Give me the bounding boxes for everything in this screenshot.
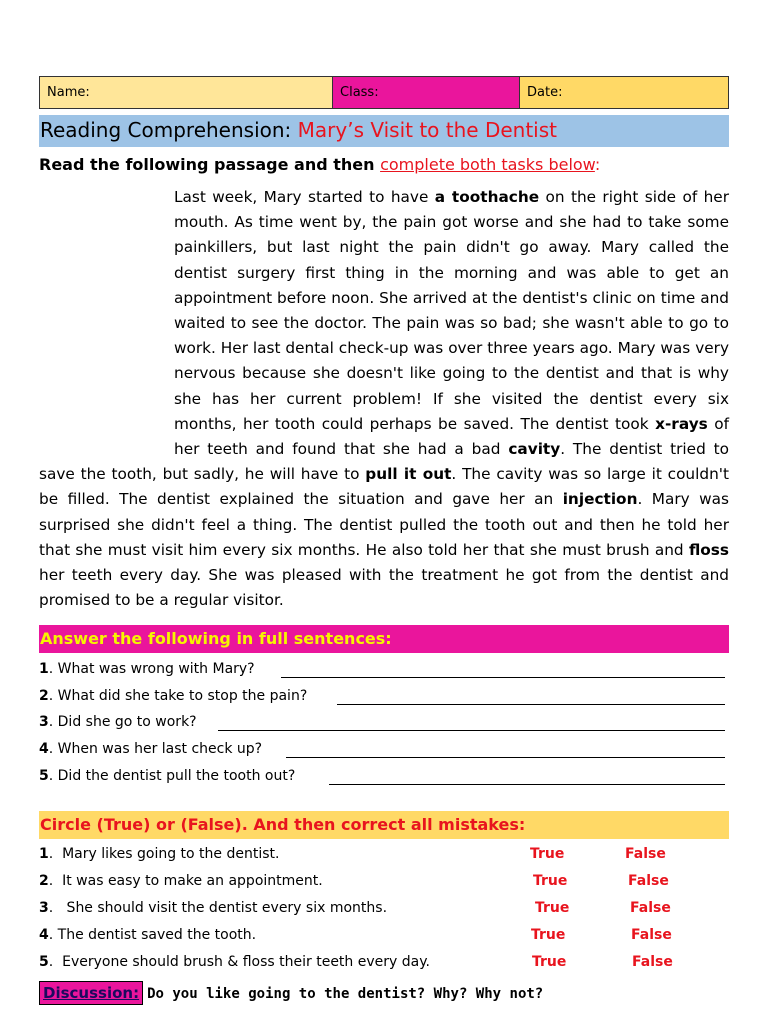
- question-number: 4: [39, 741, 49, 757]
- passage-text: . The cavity was so large it couldn't be filled. The dentist explained the situation and gave her an: [39, 465, 729, 509]
- passage-text: Last week, Mary started to have: [174, 188, 435, 206]
- statement-number: 3: [39, 900, 49, 916]
- instruction-tasks-link: complete both tasks below: [380, 155, 595, 174]
- answer-line[interactable]: [337, 704, 725, 705]
- statement-text: . She should visit the dentist every six months.: [48, 900, 388, 916]
- discussion-line: [39, 981, 543, 1003]
- tf-statement-row: [39, 927, 256, 943]
- statement-number: 1: [39, 846, 49, 862]
- passage-key-word: injection: [562, 490, 638, 509]
- class-field[interactable]: [333, 77, 520, 108]
- question-text: . What did she take to stop the pain?: [48, 688, 308, 704]
- question-text: . Did she go to work?: [48, 714, 197, 730]
- instruction-colon: :: [594, 155, 601, 174]
- tf-heading-a: Circle (True) or (False): [40, 815, 242, 834]
- title-prefix: Reading Comprehension:: [40, 118, 298, 142]
- question-row: [39, 768, 295, 784]
- class-label: Class:: [340, 85, 379, 100]
- passage-key-word: a toothache: [434, 188, 540, 206]
- answer-line[interactable]: [281, 677, 725, 678]
- answer-line[interactable]: [286, 757, 725, 758]
- reading-passage: [39, 185, 729, 613]
- statement-number: 4: [39, 927, 49, 943]
- passage-image-space: [39, 185, 174, 462]
- false-option[interactable]: False: [631, 927, 672, 943]
- question-row: [39, 741, 262, 757]
- false-option[interactable]: False: [628, 873, 669, 889]
- story-title: Mary’s Visit to the Dentist: [297, 118, 557, 142]
- tf-heading-b: . And then correct all mistakes:: [241, 815, 526, 834]
- true-option[interactable]: True: [533, 873, 568, 889]
- discussion-label: Discussion:: [39, 981, 143, 1005]
- true-option[interactable]: True: [530, 846, 565, 862]
- answer-line[interactable]: [218, 730, 725, 731]
- true-option[interactable]: True: [535, 900, 570, 916]
- question-number: 5: [39, 768, 49, 784]
- question-text: . Did the dentist pull the tooth out?: [48, 768, 296, 784]
- question-row: [39, 714, 197, 730]
- tf-statement-row: [39, 954, 430, 970]
- instruction-line: [39, 155, 600, 174]
- passage-text: . Mary was surprised she didn't feel a thing. The dentist pulled the tooth out and then he told her that she must visit him every six months. He also told her that she must brush and: [39, 490, 729, 559]
- instruction-lead: Read the following passage and then: [39, 155, 381, 174]
- section-short-answer-heading: [39, 625, 729, 653]
- statement-number: 2: [39, 873, 49, 889]
- true-option[interactable]: True: [531, 927, 566, 943]
- date-field[interactable]: [520, 77, 728, 108]
- question-row: [39, 661, 255, 677]
- question-number: 3: [39, 714, 49, 730]
- tf-statement-row: [39, 873, 323, 889]
- passage-key-word: floss: [688, 540, 729, 559]
- section-true-false-heading: [39, 811, 729, 839]
- statement-text: . Everyone should brush & floss their teeth every day.: [48, 954, 430, 970]
- answer-line[interactable]: [329, 784, 725, 785]
- header-info-table: [39, 76, 729, 109]
- false-option[interactable]: False: [630, 900, 671, 916]
- false-option[interactable]: False: [625, 846, 666, 862]
- passage-text: . The dentist tried to save the tooth, but sadly, he will have to: [39, 440, 729, 484]
- question-text: . When was her last check up?: [48, 741, 263, 757]
- passage-key-word: x-rays: [655, 414, 708, 433]
- passage-key-word: pull it out: [365, 465, 452, 484]
- name-field[interactable]: [40, 77, 333, 108]
- passage-text: her teeth every day. She was pleased with the treatment he got from the dentist and promised to be a regular visitor.: [39, 566, 729, 610]
- false-option[interactable]: False: [632, 954, 673, 970]
- question-row: [39, 688, 307, 704]
- question-number: 2: [39, 688, 49, 704]
- statement-number: 5: [39, 954, 49, 970]
- statement-text: . Mary likes going to the dentist.: [48, 846, 280, 862]
- short-answer-heading-text: Answer the following in full sentences:: [40, 629, 392, 648]
- tf-statement-row: [39, 900, 387, 916]
- discussion-question: Do you like going to the dentist? Why? Why not?: [147, 986, 544, 1002]
- question-text: . What was wrong with Mary?: [48, 661, 255, 677]
- passage-text: of her teeth and found that she had a bad: [174, 414, 730, 459]
- true-option[interactable]: True: [532, 954, 567, 970]
- date-label: Date:: [527, 85, 563, 100]
- passage-text: on the right side of her mouth. As time went by, the pain got worse and she had to take some painkillers, but last night the pain didn't go away. Mary called the dentist surgery first thing in the morning and was able to get an appointment before noon. She arrived at the dentist's clinic on time and waited to see the doctor. The pain was so bad; she wasn't able to go to work. Her last dental check-up was over three years ago. Mary was very nervous because she doesn't like going to the dentist and that is why she has her current problem! If she visited the dentist every six months, her tooth could perhaps be saved. The dentist took: [174, 188, 729, 433]
- statement-text: . The dentist saved the tooth.: [48, 927, 257, 943]
- statement-text: . It was easy to make an appointment.: [48, 873, 323, 889]
- passage-key-word: cavity: [508, 440, 561, 459]
- worksheet-title: [39, 115, 729, 147]
- name-label: Name:: [47, 85, 90, 100]
- tf-statement-row: [39, 846, 279, 862]
- question-number: 1: [39, 661, 49, 677]
